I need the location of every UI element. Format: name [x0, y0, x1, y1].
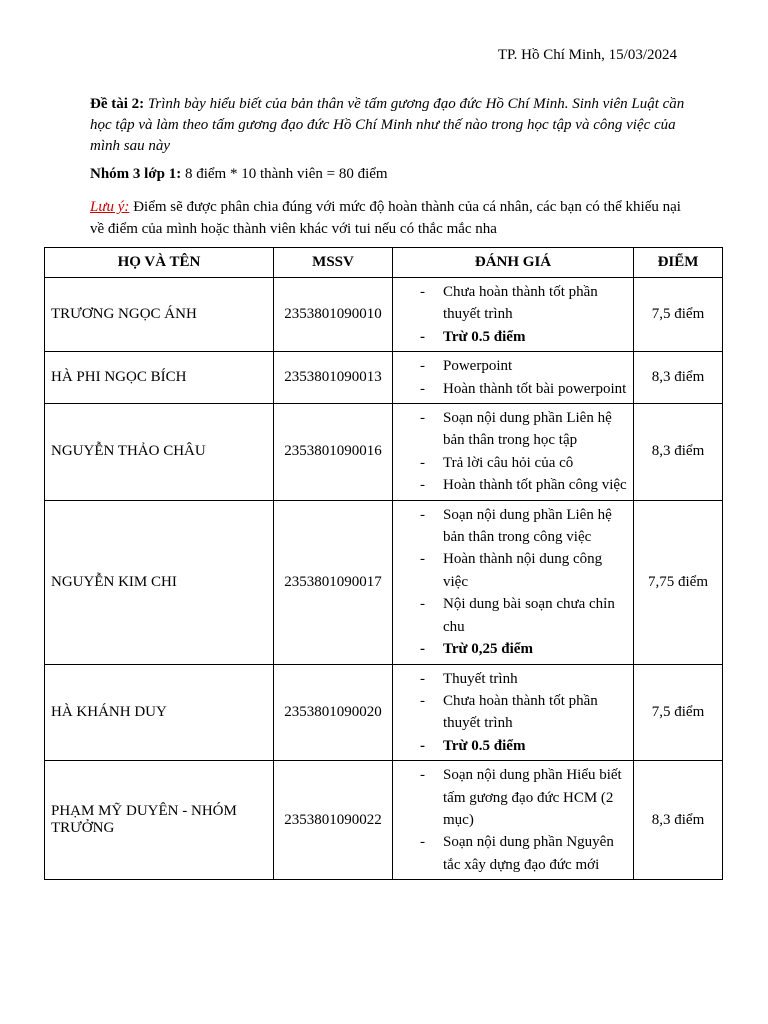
group-text: 8 điểm * 10 thành viên = 80 điểm: [184, 166, 388, 182]
group-line: [90, 166, 388, 183]
evaluation-list: [399, 501, 627, 664]
table-body: [45, 278, 723, 880]
evaluation-item: - Soạn nội dung phần Liên hệ bản thân trong học tập: [399, 407, 627, 452]
header-name: HỌ VÀ TÊN: [45, 248, 274, 278]
evaluation-cell: [393, 278, 634, 352]
student-name: PHẠM MỸ DUYÊN - NHÓM TRƯỞNG: [45, 761, 274, 880]
evaluation-item: - Soạn nội dung phần Hiểu biết tấm gương đạo đức HCM (2 mục): [399, 764, 627, 831]
evaluation-list: [399, 404, 627, 500]
evaluation-item: - Trừ 0,25 điểm: [399, 638, 627, 660]
evaluation-cell: [393, 664, 634, 761]
student-score: 7,75 điểm: [634, 500, 723, 664]
evaluation-item: - Trừ 0.5 điểm: [399, 326, 627, 348]
student-score: 8,3 điểm: [634, 761, 723, 880]
table-row: [45, 664, 723, 761]
evaluation-list: [399, 278, 627, 351]
student-id: 2353801090022: [274, 761, 393, 880]
evaluation-cell: [393, 761, 634, 880]
student-id: 2353801090010: [274, 278, 393, 352]
student-name: NGUYỄN KIM CHI: [45, 500, 274, 664]
evaluation-item: - Soạn nội dung phần Nguyên tắc xây dựng đạo đức mới: [399, 831, 627, 876]
topic-label: Đề tài 2:: [90, 96, 145, 112]
evaluation-list: [399, 665, 627, 761]
student-score: 7,5 điểm: [634, 278, 723, 352]
student-score: 7,5 điểm: [634, 664, 723, 761]
evaluation-list: [399, 761, 627, 879]
evaluation-cell: [393, 404, 634, 501]
evaluation-item: - Chưa hoàn thành tốt phần thuyết trình: [399, 690, 627, 735]
evaluation-item: - Thuyết trình: [399, 668, 627, 690]
evaluation-list: [399, 352, 627, 403]
note-label: Lưu ý:: [90, 199, 130, 215]
evaluation-item: - Hoàn thành nội dung công việc: [399, 548, 627, 593]
evaluation-item: - Hoàn thành tốt bài powerpoint: [399, 378, 627, 400]
topic-paragraph: [90, 94, 690, 157]
header-score: ĐIỂM: [634, 248, 723, 278]
evaluation-item: - Trả lời câu hỏi của cô: [399, 452, 627, 474]
note-text: Điểm sẽ được phân chia đúng với mức độ hoàn thành của cá nhân, các bạn có thể khiếu nại về điểm của mình hoặc thành viên khác với tui nếu có thắc mắc nha: [90, 199, 681, 237]
evaluation-item: - Powerpoint: [399, 355, 627, 377]
table-row: [45, 404, 723, 501]
note-paragraph: [90, 196, 690, 240]
evaluation-item: - Soạn nội dung phần Liên hệ bản thân trong công việc: [399, 504, 627, 549]
evaluation-cell: [393, 500, 634, 664]
student-id: 2353801090020: [274, 664, 393, 761]
table-row: [45, 278, 723, 352]
student-id: 2353801090016: [274, 404, 393, 501]
header-mssv: MSSV: [274, 248, 393, 278]
table-row: [45, 500, 723, 664]
topic-text: Trình bày hiểu biết của bản thân về tấm gương đạo đức Hồ Chí Minh. Sinh viên Luật cần học tập và làm theo tấm gương đạo đức Hồ Chí Minh như thế nào trong học tập và công việc của mình sau này: [90, 96, 685, 154]
evaluation-item: - Nội dung bài soạn chưa chỉn chu: [399, 593, 627, 638]
student-id: 2353801090017: [274, 500, 393, 664]
table-row: [45, 761, 723, 880]
student-name: HÀ KHÁNH DUY: [45, 664, 274, 761]
grade-table: [44, 247, 723, 880]
header-eval: ĐÁNH GIÁ: [393, 248, 634, 278]
evaluation-cell: [393, 352, 634, 404]
evaluation-item: - Trừ 0.5 điểm: [399, 735, 627, 757]
evaluation-item: - Hoàn thành tốt phần công việc: [399, 474, 627, 496]
table-header-row: [45, 248, 723, 278]
evaluation-item: - Chưa hoàn thành tốt phần thuyết trình: [399, 281, 627, 326]
group-label: Nhóm 3 lớp 1:: [90, 166, 182, 182]
table-row: [45, 352, 723, 404]
student-name: HÀ PHI NGỌC BÍCH: [45, 352, 274, 404]
student-name: TRƯƠNG NGỌC ÁNH: [45, 278, 274, 352]
student-name: NGUYỄN THẢO CHÂU: [45, 404, 274, 501]
document-date: TP. Hồ Chí Minh, 15/03/2024: [497, 47, 677, 63]
student-score: 8,3 điểm: [634, 404, 723, 501]
student-score: 8,3 điểm: [634, 352, 723, 404]
student-id: 2353801090013: [274, 352, 393, 404]
